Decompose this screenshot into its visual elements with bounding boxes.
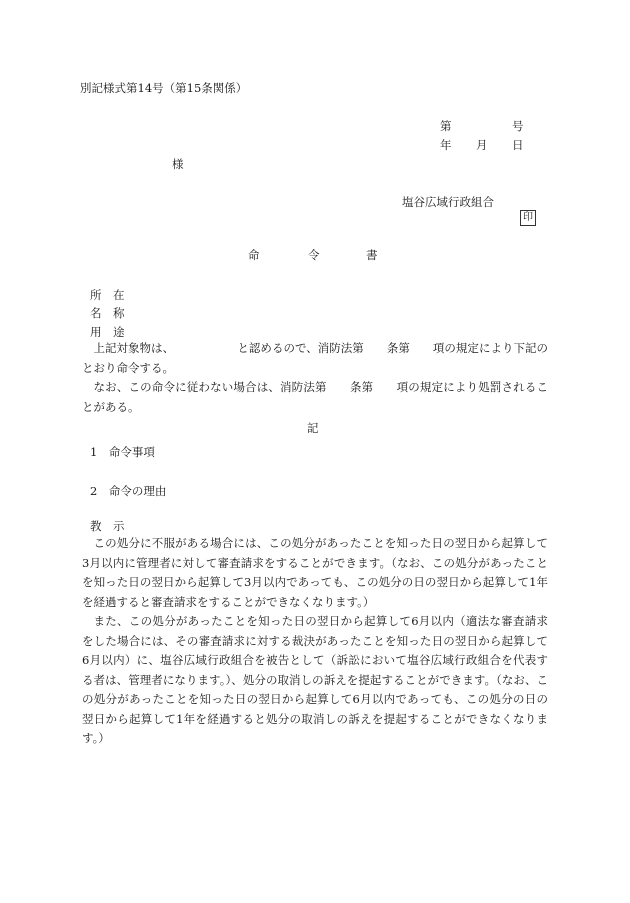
field-use: 用 途 — [90, 325, 125, 339]
seal-mark: 印 — [520, 210, 536, 226]
title-char-3: 書 — [366, 248, 378, 262]
title-char-1: 命 — [248, 248, 260, 262]
doc-number-prefix: 第 — [440, 119, 452, 133]
addressee-suffix: 様 — [172, 157, 184, 171]
item-order-reason: 2 命令の理由 — [90, 484, 167, 498]
date-day: 日 — [512, 138, 524, 152]
ki-heading: 記 — [307, 421, 319, 435]
date-year: 年 — [440, 138, 452, 152]
date-month: 月 — [476, 138, 488, 152]
order-body-paragraph-1: 上記対象物は、 と認めるので、消防法第 条第 項の規定により下記のとおり命令する。 — [82, 341, 548, 375]
title-char-2: 令 — [308, 248, 320, 262]
item-order-matters: 1 命令事項 — [90, 445, 155, 459]
issuer-name: 塩谷広域行政組合 — [402, 195, 494, 209]
field-name: 名 称 — [90, 306, 125, 320]
notice-heading: 教 示 — [90, 519, 125, 533]
doc-number-suffix: 号 — [512, 119, 524, 133]
notice-paragraph-1: この処分に不服がある場合には、この処分があったことを知った日の翌日から起算して3月以内に管理者に対して審査請求をすることができます。（なお、この処分があったことを知った日の翌日から起算して3月以内であっても、この処分の日の翌日から起算して1年を経過すると審査請求をすることができなくなります。） — [82, 536, 548, 609]
field-location: 所 在 — [90, 288, 125, 302]
notice-paragraph-2: また、この処分があったことを知った日の翌日から起算して6月以内（適法な審査請求をした場合には、その審査請求に対する裁決があったことを知った日の翌日から起算して6月以内）に、塩谷広域行政組合を被告として（訴訟において塩谷広域行政組合を代表する者は、管理者になります。）、処分の取消しの訴えを提起することができます。（なお、この処分があったことを知った日の翌日から起算して6月以内であっても、この処分の日の翌日から起算して1年を経過すると処分の取消しの訴えを提起することができなくなります。） — [82, 614, 548, 745]
order-body-paragraph-2: なお、この命令に従わない場合は、消防法第 条第 項の規定により処罰されることがある。 — [82, 380, 548, 414]
form-id: 別記様式第14号（第15条関係） — [80, 81, 248, 95]
